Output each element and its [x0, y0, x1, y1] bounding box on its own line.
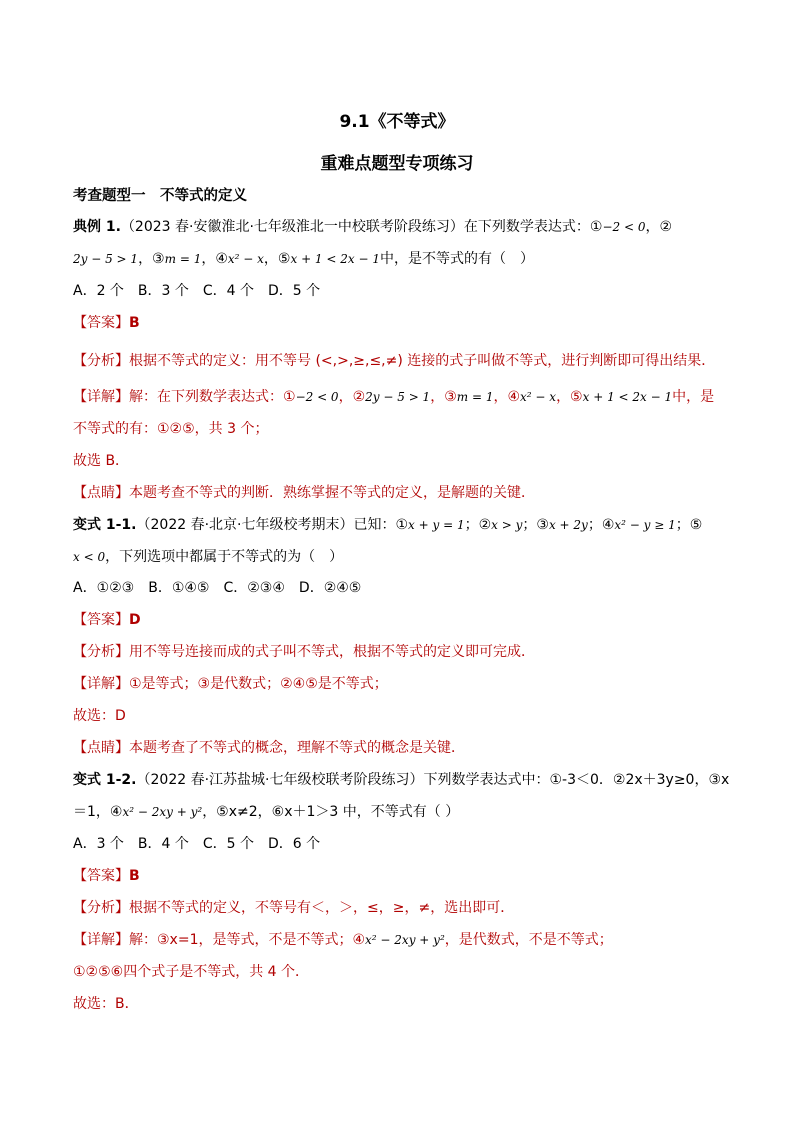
- example-1-question-line-2: [73, 249, 534, 269]
- text: ①②⑤: [157, 421, 195, 437]
- text: （2022 春·江苏盐城·七年级校联考阶段练习）下列数学表达式中：①-3＜0．②2x＋3y≥0，③x: [136, 772, 730, 788]
- text: ，③: [138, 251, 165, 267]
- text: 中，是: [672, 389, 715, 405]
- answer-tag: 【答案】: [73, 315, 129, 331]
- text: ，③: [430, 389, 457, 405]
- text: ，⑤x≠2，⑥x＋1＞3 中，不等式有（ ）: [202, 804, 460, 820]
- comment-tag: 【点睛】: [73, 740, 129, 756]
- example-1-options: A．2 个 B．3 个 C．4 个 D．5 个: [73, 283, 321, 299]
- math-expression: x² − y ≥ 1: [614, 518, 676, 532]
- text: 中，是不等式的有（ ）: [379, 251, 534, 267]
- variant-1-1-analysis: [73, 642, 535, 662]
- variant-1-2-answer: [73, 866, 140, 886]
- math-expression: m = 1: [456, 390, 494, 404]
- analysis-text: 根据不等式的定义：用不等号 (<,>,≥,≤,≠) 连接的式子叫做不等式，进行判断即可得出结果．: [129, 353, 716, 369]
- text: ，是代数式，不是不等式；: [444, 932, 613, 948]
- math-expression: 2y − 5 > 1: [73, 252, 139, 266]
- answer-value: B: [129, 868, 140, 884]
- text: ＝1，④: [73, 804, 123, 820]
- text: ，下列选项中都属于不等式的为（ ）: [105, 549, 344, 565]
- answer-tag: 【答案】: [73, 868, 129, 884]
- text: 不等式的有：: [73, 421, 157, 437]
- math-expression: x² − x: [227, 252, 264, 266]
- analysis-text: 用不等号连接而成的式子叫不等式，根据不等式的定义即可完成．: [129, 644, 535, 660]
- detail-tag: 【详解】: [73, 389, 129, 405]
- math-expression: x < 0: [73, 550, 106, 564]
- example-1-analysis: [73, 351, 715, 371]
- analysis-tag: 【分析】: [73, 900, 129, 916]
- example-1-conclusion: 故选 B．: [73, 453, 130, 469]
- text: ，⑤: [556, 389, 583, 405]
- comment-text: 本题考查了不等式的概念，理解不等式的概念是关键．: [129, 740, 465, 756]
- variant-1-2-detail-line-1: [73, 930, 613, 950]
- example-1-comment: [73, 483, 535, 503]
- answer-tag: 【答案】: [73, 612, 129, 628]
- text: 解：在下列数学表达式：: [129, 389, 283, 405]
- variant-1-2-conclusion: 故选：B．: [73, 996, 139, 1012]
- section-heading: 考查题型一 不等式的定义: [73, 188, 247, 204]
- example-1-answer: [73, 313, 140, 333]
- variant-1-1-question-line-1: [73, 515, 702, 535]
- text: ，⑤: [263, 251, 291, 267]
- math-expression: x > y: [491, 518, 523, 532]
- answer-value: B: [129, 315, 140, 331]
- text: （2022 春·北京·七年级校考期末）已知：①: [136, 517, 409, 533]
- math-expression: x + y = 1: [408, 518, 465, 532]
- detail-tag: 【详解】: [73, 676, 129, 692]
- analysis-tag: 【分析】: [73, 644, 129, 660]
- analysis-text: 根据不等式的定义，不等号有＜，＞，≤，≥，≠，选出即可．: [129, 900, 515, 916]
- comment-text: 本题考查不等式的判断．熟练掌握不等式的定义，是解题的关键．: [129, 485, 535, 501]
- text: ①: [283, 389, 296, 405]
- detail-text: ①是等式；③是代数式；②④⑤是不等式；: [129, 676, 388, 692]
- variant-1-1-question-line-2: [73, 547, 343, 567]
- math-expression: x + 1 < 2x − 1: [290, 252, 380, 266]
- math-expression: x² − 2xy + y²: [122, 805, 203, 819]
- variant-1-2-detail-line-2: ①②⑤⑥四个式子是不等式，共 4 个．: [73, 964, 310, 980]
- variant-1-1-answer: [73, 610, 141, 630]
- example-1-label: 典例 1.: [73, 219, 121, 235]
- variant-1-2-question-line-2: [73, 802, 459, 822]
- variant-1-1-comment: [73, 738, 465, 758]
- answer-value: D: [129, 612, 141, 628]
- math-expression: 2y − 5 > 1: [365, 390, 431, 404]
- example-1-detail-line-2: [73, 419, 268, 439]
- variant-label: 变式 1-2.: [73, 772, 137, 788]
- text: ；④: [587, 517, 615, 533]
- text: ，共 3 个；: [194, 421, 269, 437]
- text: ，②: [645, 219, 673, 235]
- page-title: 9.1《不等式》: [339, 112, 455, 132]
- math-expression: x² − x: [520, 390, 557, 404]
- comment-tag: 【点睛】: [73, 485, 129, 501]
- page-subtitle: 重难点题型专项练习: [320, 154, 474, 174]
- variant-1-1-detail: [73, 674, 388, 694]
- text: ；②: [464, 517, 492, 533]
- text: ，②: [338, 389, 366, 405]
- math-expression: x + 1 < 2x − 1: [582, 390, 673, 404]
- text: 解：③x=1，是等式，不是不等式；④: [129, 932, 366, 948]
- detail-tag: 【详解】: [73, 932, 129, 948]
- variant-1-2-analysis: [73, 898, 514, 918]
- example-1-detail-line-1: [73, 387, 714, 407]
- text: ；⑤: [675, 517, 703, 533]
- text: ，④: [201, 251, 228, 267]
- math-expression: x + 2y: [548, 518, 588, 532]
- variant-1-1-conclusion: 故选：D: [73, 708, 126, 724]
- text: ；③: [522, 517, 549, 533]
- variant-label: 变式 1-1.: [73, 517, 137, 533]
- math-expression: −2 < 0: [602, 220, 646, 234]
- math-expression: m = 1: [164, 252, 202, 266]
- analysis-tag: 【分析】: [73, 353, 129, 369]
- math-expression: −2 < 0: [295, 390, 339, 404]
- example-1-source: （2023 春·安徽淮北·七年级淮北一中校联考阶段练习）在下列数学表达式：①: [120, 219, 603, 235]
- variant-1-2-options: A．3 个 B．4 个 C．5 个 D．6 个: [73, 836, 321, 852]
- math-expression: x² − 2xy + y²: [365, 933, 445, 947]
- text: ，④: [493, 389, 521, 405]
- variant-1-2-question-line-1: [73, 770, 729, 790]
- example-1-question-line-1: [73, 217, 672, 237]
- variant-1-1-options: A．①②③ B．①④⑤ C．②③④ D．②④⑤: [73, 580, 362, 596]
